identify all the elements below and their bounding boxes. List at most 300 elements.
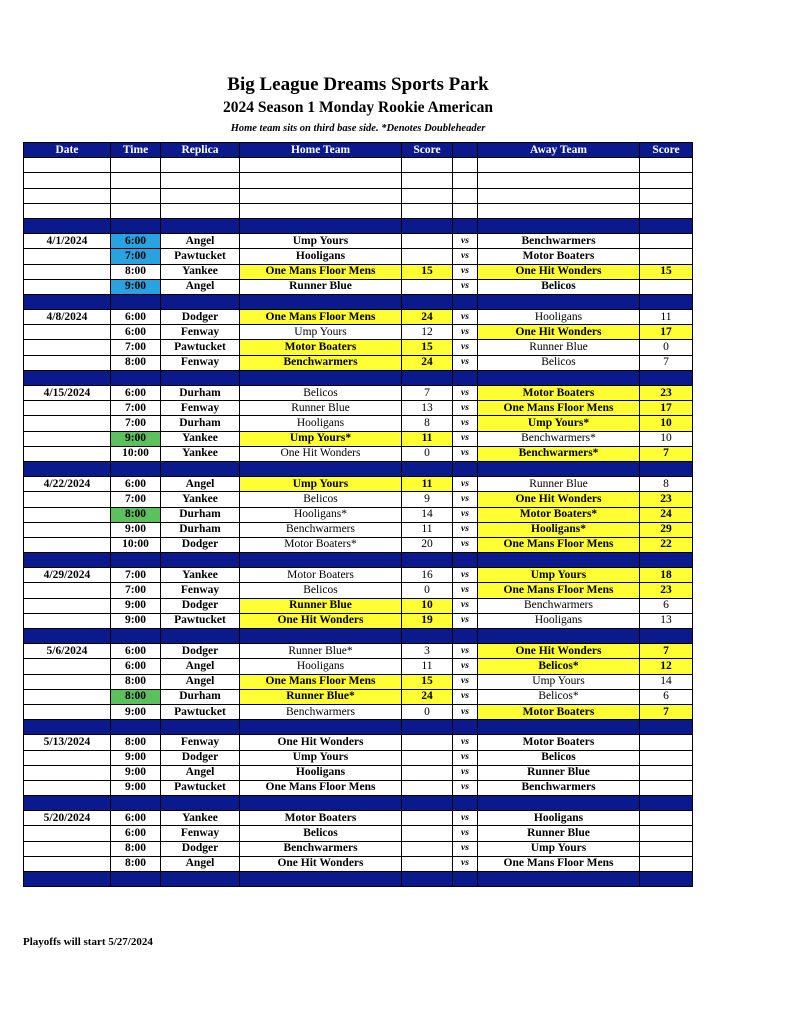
date-cell bbox=[24, 856, 111, 871]
away-score-cell: 6 bbox=[640, 598, 693, 613]
blank-cell bbox=[24, 173, 111, 188]
blank-cell bbox=[453, 203, 478, 218]
away-team-cell: Ump Yours* bbox=[478, 416, 640, 431]
game-row bbox=[24, 583, 693, 598]
separator-cell bbox=[161, 461, 240, 476]
date-cell bbox=[24, 249, 111, 264]
game-row bbox=[24, 416, 693, 431]
vs-cell: vs bbox=[453, 431, 478, 446]
week-separator bbox=[24, 370, 693, 385]
separator-cell bbox=[111, 553, 161, 568]
date-cell bbox=[24, 765, 111, 780]
away-score-cell: 0 bbox=[640, 340, 693, 355]
separator-cell bbox=[240, 218, 402, 233]
separator-cell bbox=[453, 629, 478, 644]
date-cell bbox=[24, 522, 111, 537]
away-team-cell: Belicos bbox=[478, 750, 640, 765]
away-score-cell: 10 bbox=[640, 416, 693, 431]
time-cell: 8:00 bbox=[111, 856, 161, 871]
home-team-cell: Belicos bbox=[240, 492, 402, 507]
away-team-cell: Hooligans bbox=[478, 310, 640, 325]
away-score-cell bbox=[640, 826, 693, 841]
separator-cell bbox=[111, 370, 161, 385]
away-team-cell: One Mans Floor Mens bbox=[478, 856, 640, 871]
home-score-cell bbox=[402, 249, 453, 264]
blank-cell bbox=[402, 173, 453, 188]
blank-cell bbox=[453, 158, 478, 173]
home-score-cell: 14 bbox=[402, 507, 453, 522]
separator-cell bbox=[111, 218, 161, 233]
time-cell: 6:00 bbox=[111, 386, 161, 401]
blank-cell bbox=[453, 188, 478, 203]
away-team-cell: Hooligans bbox=[478, 811, 640, 826]
replica-cell: Angel bbox=[161, 674, 240, 689]
away-team-cell: One Hit Wonders bbox=[478, 644, 640, 659]
time-cell: 9:00 bbox=[111, 780, 161, 795]
date-cell bbox=[24, 401, 111, 416]
home-score-cell bbox=[402, 234, 453, 249]
replica-cell: Durham bbox=[161, 522, 240, 537]
replica-cell: Pawtucket bbox=[161, 340, 240, 355]
vs-cell: vs bbox=[453, 477, 478, 492]
home-score-cell bbox=[402, 750, 453, 765]
separator-cell bbox=[478, 553, 640, 568]
game-row bbox=[24, 234, 693, 249]
time-cell: 9:00 bbox=[111, 704, 161, 719]
separator-cell bbox=[161, 629, 240, 644]
away-score-cell: 6 bbox=[640, 689, 693, 704]
header-home-score: Score bbox=[402, 143, 453, 158]
home-team-cell: Belicos bbox=[240, 386, 402, 401]
separator-cell bbox=[24, 294, 111, 309]
game-row bbox=[24, 598, 693, 613]
week-separator bbox=[24, 796, 693, 811]
time-cell: 7:00 bbox=[111, 583, 161, 598]
vs-cell: vs bbox=[453, 492, 478, 507]
away-score-cell: 11 bbox=[640, 310, 693, 325]
blank-cell bbox=[111, 188, 161, 203]
replica-cell: Fenway bbox=[161, 826, 240, 841]
separator-cell bbox=[240, 553, 402, 568]
blank-row bbox=[24, 188, 693, 203]
separator-cell bbox=[478, 796, 640, 811]
date-cell bbox=[24, 431, 111, 446]
home-team-cell: Benchwarmers bbox=[240, 355, 402, 370]
home-score-cell bbox=[402, 735, 453, 750]
date-cell bbox=[24, 704, 111, 719]
date-cell bbox=[24, 355, 111, 370]
separator-cell bbox=[453, 553, 478, 568]
blank-cell bbox=[240, 188, 402, 203]
away-team-cell: Motor Boaters bbox=[478, 704, 640, 719]
home-score-cell: 8 bbox=[402, 416, 453, 431]
home-team-cell: Ump Yours bbox=[240, 750, 402, 765]
blank-cell bbox=[24, 158, 111, 173]
vs-cell: vs bbox=[453, 325, 478, 340]
vs-cell: vs bbox=[453, 522, 478, 537]
away-score-cell bbox=[640, 735, 693, 750]
time-cell: 9:00 bbox=[111, 598, 161, 613]
home-score-cell: 0 bbox=[402, 583, 453, 598]
blank-cell bbox=[478, 173, 640, 188]
vs-cell: vs bbox=[453, 568, 478, 583]
blank-cell bbox=[240, 203, 402, 218]
date-cell bbox=[24, 279, 111, 294]
separator-cell bbox=[640, 720, 693, 735]
away-score-cell bbox=[640, 811, 693, 826]
away-team-cell: Hooligans bbox=[478, 613, 640, 628]
date-cell: 4/15/2024 bbox=[24, 386, 111, 401]
home-team-cell: Ump Yours bbox=[240, 325, 402, 340]
away-score-cell: 12 bbox=[640, 659, 693, 674]
home-team-cell: One Mans Floor Mens bbox=[240, 264, 402, 279]
vs-cell: vs bbox=[453, 507, 478, 522]
blank-row bbox=[24, 158, 693, 173]
home-score-cell: 10 bbox=[402, 598, 453, 613]
away-score-cell bbox=[640, 279, 693, 294]
home-score-cell bbox=[402, 826, 453, 841]
time-cell: 9:00 bbox=[111, 750, 161, 765]
doubleheader-note: Home team sits on third base side. *Denotes Doubleheader bbox=[230, 123, 486, 134]
replica-cell: Fenway bbox=[161, 735, 240, 750]
replica-cell: Angel bbox=[161, 279, 240, 294]
date-cell bbox=[24, 583, 111, 598]
time-cell: 7:00 bbox=[111, 492, 161, 507]
replica-cell: Fenway bbox=[161, 325, 240, 340]
game-row bbox=[24, 446, 693, 461]
replica-cell: Durham bbox=[161, 416, 240, 431]
vs-cell: vs bbox=[453, 310, 478, 325]
away-team-cell: One Hit Wonders bbox=[478, 264, 640, 279]
week-separator bbox=[24, 872, 693, 887]
replica-cell: Pawtucket bbox=[161, 780, 240, 795]
header-home-team: Home Team bbox=[240, 143, 402, 158]
separator-cell bbox=[240, 370, 402, 385]
away-team-cell: Runner Blue bbox=[478, 826, 640, 841]
separator-cell bbox=[24, 461, 111, 476]
separator-cell bbox=[161, 294, 240, 309]
replica-cell: Pawtucket bbox=[161, 249, 240, 264]
home-team-cell: One Hit Wonders bbox=[240, 613, 402, 628]
game-row bbox=[24, 704, 693, 719]
away-score-cell: 14 bbox=[640, 674, 693, 689]
home-team-cell: One Mans Floor Mens bbox=[240, 674, 402, 689]
home-team-cell: One Hit Wonders bbox=[240, 856, 402, 871]
time-cell: 7:00 bbox=[111, 249, 161, 264]
away-score-cell bbox=[640, 841, 693, 856]
away-score-cell: 22 bbox=[640, 537, 693, 552]
home-team-cell: Runner Blue bbox=[240, 401, 402, 416]
game-row bbox=[24, 841, 693, 856]
separator-cell bbox=[402, 872, 453, 887]
time-cell: 6:00 bbox=[111, 477, 161, 492]
separator-cell bbox=[240, 294, 402, 309]
separator-cell bbox=[111, 872, 161, 887]
away-score-cell: 7 bbox=[640, 446, 693, 461]
home-score-cell bbox=[402, 811, 453, 826]
away-team-cell: Benchwarmers bbox=[478, 598, 640, 613]
separator-cell bbox=[24, 796, 111, 811]
away-team-cell: Ump Yours bbox=[478, 674, 640, 689]
game-row bbox=[24, 856, 693, 871]
time-cell: 6:00 bbox=[111, 310, 161, 325]
away-score-cell: 24 bbox=[640, 507, 693, 522]
separator-cell bbox=[640, 629, 693, 644]
separator-cell bbox=[24, 370, 111, 385]
time-cell: 9:00 bbox=[111, 613, 161, 628]
replica-cell: Yankee bbox=[161, 446, 240, 461]
separator-cell bbox=[111, 461, 161, 476]
replica-cell: Dodger bbox=[161, 841, 240, 856]
week-separator bbox=[24, 720, 693, 735]
date-cell bbox=[24, 613, 111, 628]
game-row bbox=[24, 310, 693, 325]
home-team-cell: Benchwarmers bbox=[240, 841, 402, 856]
blank-cell bbox=[478, 203, 640, 218]
away-team-cell: Benchwarmers* bbox=[478, 446, 640, 461]
page-title: Big League Dreams Sports Park bbox=[227, 74, 489, 95]
home-team-cell: One Hit Wonders bbox=[240, 735, 402, 750]
home-team-cell: Hooligans bbox=[240, 249, 402, 264]
game-row bbox=[24, 659, 693, 674]
vs-cell: vs bbox=[453, 841, 478, 856]
home-score-cell: 11 bbox=[402, 522, 453, 537]
time-cell: 6:00 bbox=[111, 234, 161, 249]
vs-cell: vs bbox=[453, 750, 478, 765]
away-team-cell: Motor Boaters* bbox=[478, 507, 640, 522]
separator-cell bbox=[640, 796, 693, 811]
home-team-cell: Motor Boaters bbox=[240, 568, 402, 583]
game-row bbox=[24, 431, 693, 446]
date-cell bbox=[24, 446, 111, 461]
game-row bbox=[24, 355, 693, 370]
replica-cell: Durham bbox=[161, 386, 240, 401]
separator-cell bbox=[240, 796, 402, 811]
separator-cell bbox=[240, 629, 402, 644]
replica-cell: Yankee bbox=[161, 431, 240, 446]
away-score-cell bbox=[640, 249, 693, 264]
replica-cell: Angel bbox=[161, 659, 240, 674]
blank-row bbox=[24, 173, 693, 188]
home-score-cell: 15 bbox=[402, 674, 453, 689]
separator-cell bbox=[478, 720, 640, 735]
home-score-cell: 20 bbox=[402, 537, 453, 552]
home-score-cell: 11 bbox=[402, 477, 453, 492]
date-cell bbox=[24, 674, 111, 689]
date-cell bbox=[24, 264, 111, 279]
time-cell: 8:00 bbox=[111, 264, 161, 279]
home-team-cell: Runner Blue* bbox=[240, 689, 402, 704]
time-cell: 8:00 bbox=[111, 507, 161, 522]
away-score-cell bbox=[640, 750, 693, 765]
header-time: Time bbox=[111, 143, 161, 158]
away-team-cell: One Hit Wonders bbox=[478, 325, 640, 340]
date-cell: 5/20/2024 bbox=[24, 811, 111, 826]
game-row bbox=[24, 765, 693, 780]
separator-cell bbox=[161, 218, 240, 233]
header-date: Date bbox=[24, 143, 111, 158]
home-score-cell: 16 bbox=[402, 568, 453, 583]
home-team-cell: Benchwarmers bbox=[240, 522, 402, 537]
replica-cell: Yankee bbox=[161, 264, 240, 279]
date-cell bbox=[24, 598, 111, 613]
home-team-cell: One Mans Floor Mens bbox=[240, 780, 402, 795]
away-score-cell bbox=[640, 780, 693, 795]
date-cell bbox=[24, 416, 111, 431]
game-row bbox=[24, 492, 693, 507]
time-cell: 10:00 bbox=[111, 446, 161, 461]
blank-cell bbox=[161, 203, 240, 218]
time-cell: 9:00 bbox=[111, 431, 161, 446]
time-cell: 7:00 bbox=[111, 340, 161, 355]
blank-cell bbox=[111, 173, 161, 188]
blank-cell bbox=[640, 158, 693, 173]
separator-cell bbox=[453, 294, 478, 309]
date-cell bbox=[24, 325, 111, 340]
header-row bbox=[24, 143, 693, 158]
away-score-cell bbox=[640, 234, 693, 249]
separator-cell bbox=[478, 218, 640, 233]
replica-cell: Durham bbox=[161, 507, 240, 522]
blank-cell bbox=[24, 203, 111, 218]
separator-cell bbox=[402, 720, 453, 735]
replica-cell: Angel bbox=[161, 234, 240, 249]
vs-cell: vs bbox=[453, 598, 478, 613]
home-team-cell: Hooligans bbox=[240, 765, 402, 780]
page-subtitle: 2024 Season 1 Monday Rookie American bbox=[223, 99, 493, 116]
home-score-cell: 15 bbox=[402, 340, 453, 355]
separator-cell bbox=[640, 872, 693, 887]
time-cell: 9:00 bbox=[111, 279, 161, 294]
away-team-cell: Benchwarmers* bbox=[478, 431, 640, 446]
away-team-cell: Belicos bbox=[478, 279, 640, 294]
date-cell: 4/22/2024 bbox=[24, 477, 111, 492]
home-score-cell bbox=[402, 765, 453, 780]
separator-cell bbox=[640, 218, 693, 233]
blank-cell bbox=[240, 158, 402, 173]
home-team-cell: Benchwarmers bbox=[240, 704, 402, 719]
away-team-cell: Belicos* bbox=[478, 659, 640, 674]
separator-cell bbox=[478, 294, 640, 309]
away-score-cell: 23 bbox=[640, 583, 693, 598]
home-score-cell: 19 bbox=[402, 613, 453, 628]
vs-cell: vs bbox=[453, 340, 478, 355]
date-cell: 4/1/2024 bbox=[24, 234, 111, 249]
game-row bbox=[24, 826, 693, 841]
time-cell: 9:00 bbox=[111, 765, 161, 780]
game-row bbox=[24, 689, 693, 704]
time-cell: 6:00 bbox=[111, 826, 161, 841]
schedule-body bbox=[24, 158, 693, 887]
vs-cell: vs bbox=[453, 735, 478, 750]
home-team-cell: Runner Blue* bbox=[240, 644, 402, 659]
blank-cell bbox=[453, 173, 478, 188]
time-cell: 8:00 bbox=[111, 355, 161, 370]
away-team-cell: Motor Boaters bbox=[478, 249, 640, 264]
vs-cell: vs bbox=[453, 401, 478, 416]
time-cell: 8:00 bbox=[111, 841, 161, 856]
separator-cell bbox=[111, 294, 161, 309]
home-score-cell: 24 bbox=[402, 310, 453, 325]
separator-cell bbox=[402, 461, 453, 476]
time-cell: 7:00 bbox=[111, 401, 161, 416]
vs-cell: vs bbox=[453, 644, 478, 659]
home-score-cell: 24 bbox=[402, 689, 453, 704]
game-row bbox=[24, 674, 693, 689]
date-cell bbox=[24, 841, 111, 856]
replica-cell: Angel bbox=[161, 765, 240, 780]
away-score-cell bbox=[640, 765, 693, 780]
week-separator bbox=[24, 553, 693, 568]
away-team-cell: One Mans Floor Mens bbox=[478, 537, 640, 552]
separator-cell bbox=[240, 461, 402, 476]
away-score-cell: 29 bbox=[640, 522, 693, 537]
home-team-cell: Belicos bbox=[240, 583, 402, 598]
separator-cell bbox=[453, 461, 478, 476]
replica-cell: Fenway bbox=[161, 583, 240, 598]
home-team-cell: Ump Yours bbox=[240, 477, 402, 492]
date-cell bbox=[24, 537, 111, 552]
vs-cell: vs bbox=[453, 234, 478, 249]
game-row bbox=[24, 507, 693, 522]
separator-cell bbox=[453, 720, 478, 735]
separator-cell bbox=[24, 872, 111, 887]
time-cell: 8:00 bbox=[111, 674, 161, 689]
vs-cell: vs bbox=[453, 704, 478, 719]
schedule-table bbox=[23, 142, 693, 887]
blank-cell bbox=[402, 188, 453, 203]
game-row bbox=[24, 264, 693, 279]
home-team-cell: Motor Boaters bbox=[240, 811, 402, 826]
time-cell: 8:00 bbox=[111, 735, 161, 750]
separator-cell bbox=[478, 872, 640, 887]
away-team-cell: Runner Blue bbox=[478, 477, 640, 492]
replica-cell: Angel bbox=[161, 477, 240, 492]
replica-cell: Yankee bbox=[161, 811, 240, 826]
time-cell: 8:00 bbox=[111, 689, 161, 704]
away-score-cell: 8 bbox=[640, 477, 693, 492]
separator-cell bbox=[161, 872, 240, 887]
blank-cell bbox=[402, 158, 453, 173]
home-score-cell: 13 bbox=[402, 401, 453, 416]
replica-cell: Durham bbox=[161, 689, 240, 704]
home-score-cell: 11 bbox=[402, 659, 453, 674]
blank-row bbox=[24, 203, 693, 218]
away-team-cell: One Mans Floor Mens bbox=[478, 583, 640, 598]
game-row bbox=[24, 780, 693, 795]
vs-cell: vs bbox=[453, 826, 478, 841]
away-team-cell: Runner Blue bbox=[478, 765, 640, 780]
away-team-cell: Benchwarmers bbox=[478, 780, 640, 795]
separator-cell bbox=[24, 553, 111, 568]
time-cell: 7:00 bbox=[111, 416, 161, 431]
separator-cell bbox=[161, 370, 240, 385]
replica-cell: Dodger bbox=[161, 750, 240, 765]
blank-cell bbox=[111, 158, 161, 173]
separator-cell bbox=[24, 720, 111, 735]
blank-cell bbox=[240, 173, 402, 188]
home-score-cell: 12 bbox=[402, 325, 453, 340]
away-team-cell: Hooligans* bbox=[478, 522, 640, 537]
away-team-cell: Motor Boaters bbox=[478, 386, 640, 401]
date-cell bbox=[24, 750, 111, 765]
home-score-cell: 15 bbox=[402, 264, 453, 279]
separator-cell bbox=[24, 218, 111, 233]
separator-cell bbox=[240, 720, 402, 735]
separator-cell bbox=[161, 720, 240, 735]
away-score-cell: 7 bbox=[640, 704, 693, 719]
away-score-cell: 10 bbox=[640, 431, 693, 446]
